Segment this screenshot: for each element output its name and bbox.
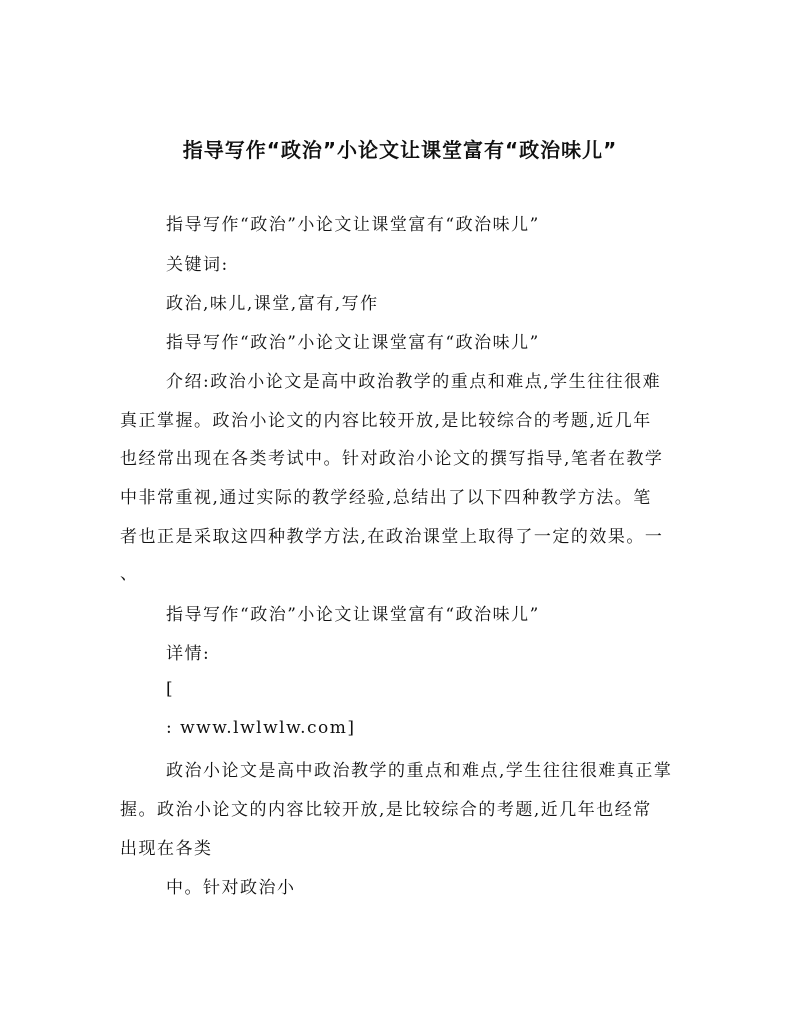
paragraph-line: 指导写作“政治”小论文让课堂富有“政治味儿” <box>166 215 540 235</box>
paragraph-line: 中。针对政治小 <box>166 878 296 898</box>
paragraph-line: 握。政治小论文的内容比较开放,是比较综合的考题,近几年也经常 <box>120 800 652 820</box>
paragraph-line: 真正掌握。政治小论文的内容比较开放,是比较综合的考题,近几年 <box>120 411 652 431</box>
paragraph-line: 中非常重视,通过实际的教学经验,总结出了以下四种教学方法。笔 <box>120 488 652 508</box>
paragraph-line: 详情: <box>166 644 211 664</box>
paragraph-line: 、 <box>120 564 139 584</box>
paragraph-line: 出现在各类 <box>120 839 213 859</box>
paragraph-line: 也经常出现在各类考试中。针对政治小论文的撰写指导,笔者在教学 <box>120 449 664 469</box>
paragraph-line: 政治,味儿,课堂,富有,写作 <box>166 294 379 314</box>
paragraph-line: : www.lwlwlw.com] <box>166 718 356 738</box>
paragraph-line: 者也正是采取这四种教学方法,在政治课堂上取得了一定的效果。一 <box>120 527 664 547</box>
paragraph-line: 指导写作“政治”小论文让课堂富有“政治味儿” <box>166 605 540 625</box>
paragraph-line: 关键词: <box>166 255 229 275</box>
paragraph-line: 介绍:政治小论文是高中政治教学的重点和难点,学生往往很难 <box>166 372 662 392</box>
paragraph-line: 政治小论文是高中政治教学的重点和难点,学生往往很难真正掌 <box>166 761 673 781</box>
paragraph-line: 指导写作“政治”小论文让课堂富有“政治味儿” <box>166 333 540 353</box>
paragraph-line: [ <box>166 679 175 699</box>
document-title: 指导写作“政治”小论文让课堂富有“政治味儿” <box>182 138 618 162</box>
